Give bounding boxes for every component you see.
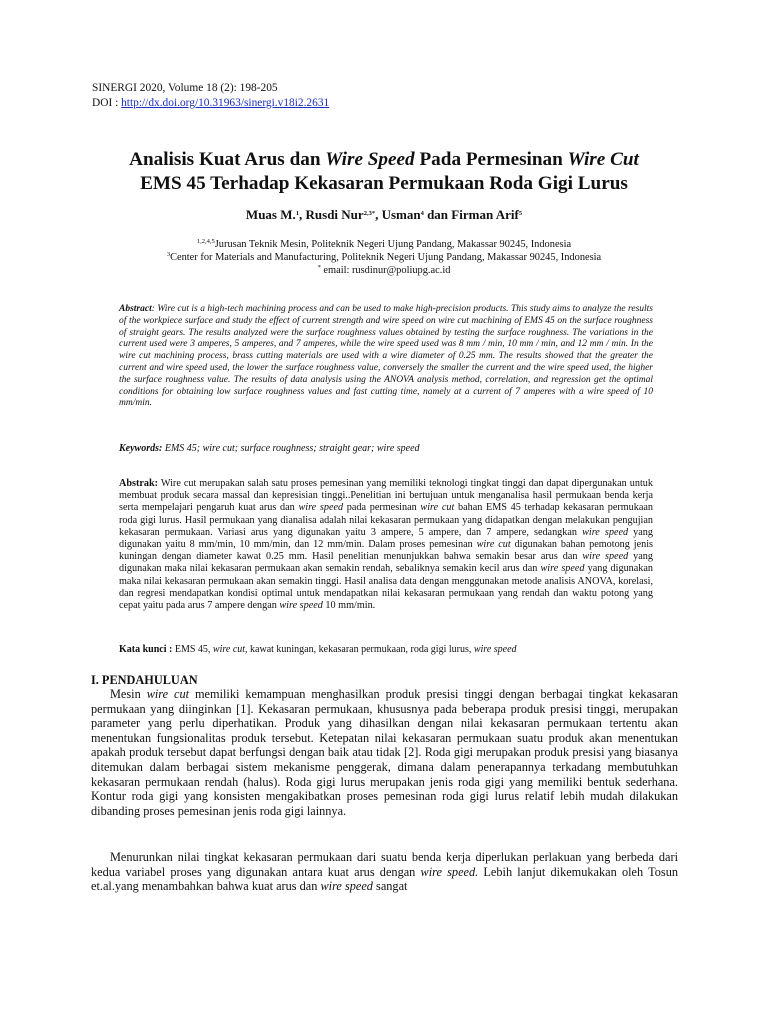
doi-link[interactable]: http://dx.doi.org/10.31963/sinergi.v18i2.2631	[121, 97, 330, 109]
body-paragraph-1: Mesin wire cut memiliki kemampuan menghasilkan produk presisi tinggi dengan berbagai tingkat kekasaran permukaan yang diinginkan [1]. Kekasaran permukaan, khususnya pada beberapa produk presisi tinggi, merupakan parameter yang perlu diperhatikan. Produk yang dihasilkan dengan nilai kekasaran permukaan tertentu akan menentukan fungsionalitas produk tersebut. Ketepatan nilai kekasaran permukaan suatu produk akan menentukan apakah produk tersebut dapat berfungsi dengan baik atau tidak [2]. Roda gigi merupakan produk presisi yang biasanya ditemukan dalam berbagai sistem mekanisme penggerak, dimana dalam penerapannya terkadang membutuhkan kekasaran permukaan rendah (halus). Roda gigi lurus merupakan jenis roda gigi yang memiliki bentuk sederhana. Kontur roda gigi yang konsisten mengakibatkan proses pemesinan roda gigi lurus relatif lebih mudah dilakukan dibanding proses pemesinan jenis roda gigi lainnya.	[91, 687, 678, 818]
abstrak-label: Abstrak:	[119, 478, 159, 489]
abstract-label: Abstract	[119, 304, 152, 314]
journal-header	[92, 81, 329, 111]
author-list: Muas M.$^1$, Rusdi Nur$^{2,3*}$, Usman$^4$ dan Firman Arif$^5$	[245, 207, 523, 222]
body-paragraph-2: Menurunkan nilai tingkat kekasaran permukaan dari suatu benda kerja diperlukan perlakuan yang berbeda dari kedua variabel proses yang digunakan antara kuat arus dengan wire speed. Lebih lanjut dikemukakan oleh Tosun et.al.yang menambahkan bahwa kuat arus dan wire speed sangat	[91, 850, 678, 894]
doi-line	[92, 96, 329, 111]
affiliations	[60, 238, 708, 277]
section-heading: I. PENDAHULUAN	[91, 673, 198, 687]
kata-kunci-label: Kata kunci :	[119, 644, 173, 655]
affiliation-2: $^3$Center for Materials and Manufacturing, Politeknik Negeri Ujung Pandang, Makassar 90245, Indonesia	[166, 251, 602, 263]
corresponding-email: * email: rusdinur@poliupg.ac.id	[317, 264, 451, 276]
author-1: Muas M.	[245, 207, 296, 222]
author-2: Rusdi Nur	[305, 207, 364, 222]
author-4: Firman Arif	[451, 207, 519, 222]
keywords-label: Keywords:	[119, 443, 163, 454]
journal-citation: SINERGI 2020, Volume 18 (2): 198-205	[92, 82, 278, 94]
keywords-text: EMS 45; wire cut; surface roughness; straight gear; wire speed	[162, 443, 420, 454]
abstract-indonesian: Abstrak: Wire cut merupakan salah satu proses pemesinan yang memiliki teknologi tingkat tinggi dan dapat dipergunakan untuk membuat produk secara massal dan kepresisian tinggi..Penelitian ini bertujuan untuk menganalisa hasil permukaan benda kerja serta mempelajari pengaruh kuat arus dan wire speed pada permesinan wire cut bahan EMS 45 terhadap kekasaran permukaan roda gigi lurus. Hasil permukaan yang dianalisa adalah nilai kekasaran permukaan yang didapatkan dengan melakukan pengujian kekasaran permukaan. Variasi arus yang digunakan yaitu 3 ampere, 5 ampere, dan 7 ampere, sedangkan wire speed yang digunakan yaitu 8 mm/min, 10 mm/min, dan 12 mm/min. Dalam proses pemesinan wire cut digunakan bahan pemotong jenis kuningan dengan diameter kawat 0.25 mm. Hasil penelitian menunjukkan bahwa semakin besar arus dan wire speed yang digunakan maka nilai kekasaran permukaan akan semakin rendah, sebaliknya semakin kecil arus dan wire speed yang digunakan maka nilai kekasaran permukaan akan semakin tinggi. Hasil analisa data dengan menggunakan metode analisis ANOVA, korelasi, dan regresi mendapatkan kondisi optimal untuk mendapatkan nilai kekasaran permukaan yang rendah dan waktu potong yang cepat yaitu pada arus 7 ampere dengan wire speed 10 mm/min.	[119, 478, 654, 612]
doi-label: DOI :	[92, 97, 122, 109]
keywords-indonesian: Kata kunci : EMS 45, wire cut, kawat kuningan, kekasaran permukaan, roda gigi lurus, wire speed	[119, 644, 517, 655]
abstract-english	[119, 304, 653, 410]
abstract-text: : Wire cut is a high-tech machining process and can be used to make high-precision products. This study aims to analyze the results of the workpiece surface and study the effect of current strength and wire speed on wire cut machining of EMS 45 on the surface roughness of straight gears. The results analyzed were the surface roughness values obtained by testing the surface roughness. The variations in the current used were 3 amperes, 5 amperes, and 7 amperes, while the wire speed used was 8 mm / min, 10 mm / min, and 12 mm / min. In the wire cut machining process, brass cutting materials are used with a wire diameter of 0.25 mm. The results showed that the greater the current and wire speed used, the lower the surface roughness value, conversely the smaller the current and the wire speed used, the higher the surface roughness value. The results of data analysis using the ANOVA analysis method, correlation, and regression get the optimal conditions for obtaining low surface roughness values and fast cutting time, namely at a current of 7 amperes with a wire speed of 10 mm/min.	[119, 304, 653, 409]
affiliation-1: $^{1,2,4,5}$Jurusan Teknik Mesin, Politeknik Negeri Ujung Pandang, Makassar 90245, Indonesia	[196, 238, 572, 250]
author-3: Usman	[381, 207, 421, 222]
title-line-1: Analisis Kuat Arus dan Wire Speed Pada Permesinan Wire Cut	[129, 149, 639, 170]
keywords-english	[119, 443, 420, 454]
paper-title	[60, 148, 708, 196]
title-line-2: EMS 45 Terhadap Kekasaran Permukaan Roda Gigi Lurus	[140, 173, 628, 194]
